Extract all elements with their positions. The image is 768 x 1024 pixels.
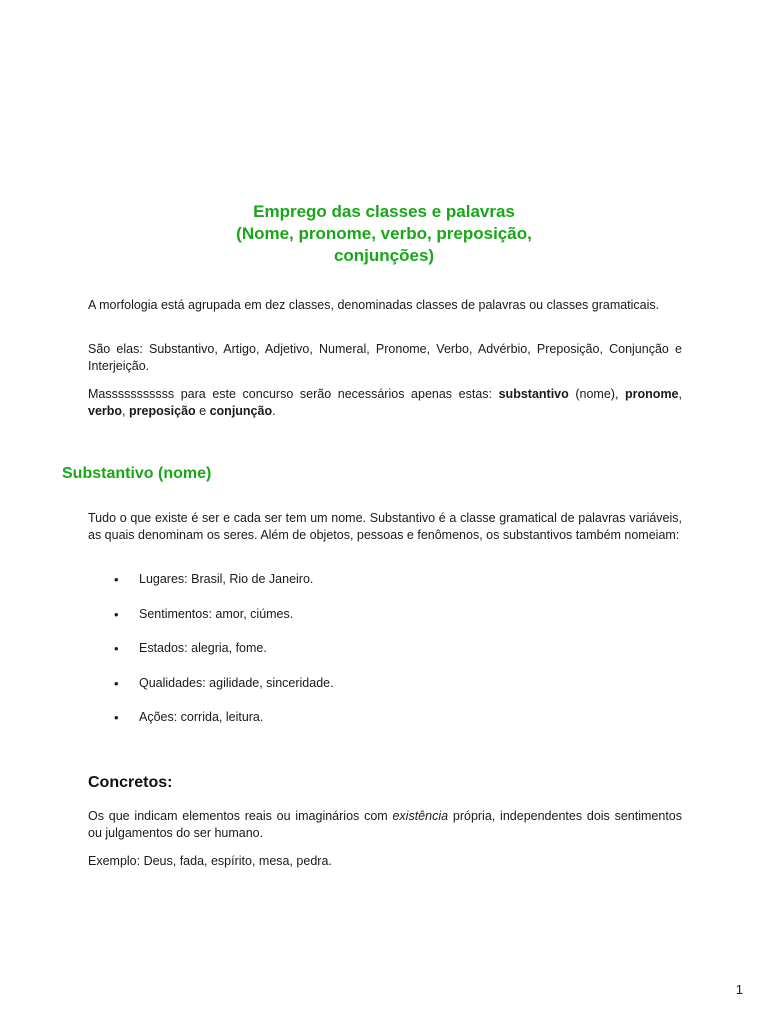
bold-substantivo: substantivo <box>498 387 569 401</box>
subheading-concretos: Concretos: <box>88 774 173 791</box>
bullet-icon: • <box>114 710 119 725</box>
concretos-description: Os que indicam elementos reais ou imaginários com existência própria, independentes dois sentimentos ou julgamentos do ser humano. <box>88 809 682 840</box>
intro-paragraph-1: A morfologia está agrupada em dez classes, denominadas classes de palavras ou classes gramaticais. <box>88 298 660 312</box>
bold-preposicao: preposição <box>129 404 196 418</box>
bullet-icon: • <box>114 641 119 656</box>
page-number: 1 <box>735 982 743 997</box>
title-line-3: conjunções) <box>333 246 435 265</box>
bullet-icon: • <box>114 606 119 622</box>
bullet-icon: • <box>114 572 119 587</box>
substantivo-list <box>88 571 648 744</box>
intro-paragraph-2: São elas: Substantivo, Artigo, Adjetivo, Numeral, Pronome, Verbo, Advérbio, Preposição, Conjunção e Interjeição. <box>88 342 682 373</box>
title-line-2: (Nome, pronome, verbo, preposição, <box>236 224 532 243</box>
bold-conjuncao: conjunção <box>209 404 273 418</box>
italic-existencia: existência <box>392 809 449 823</box>
document-title <box>0 201 768 267</box>
list-item: • Sentimentos: amor, ciúmes. <box>114 606 294 622</box>
bullet-icon: • <box>114 675 119 691</box>
substantivo-description: Tudo o que existe é ser e cada ser tem um nome. Substantivo é a classe gramatical de palavras variáveis, as quais denominam os seres. Além de objetos, pessoas e fenômenos, os substantivos também nomeiam: <box>88 511 682 542</box>
list-item: • Estados: alegria, fome. <box>114 641 267 656</box>
list-item: • Qualidades: agilidade, sinceridade. <box>114 675 334 691</box>
bold-verbo: verbo <box>88 404 123 418</box>
bold-pronome: pronome <box>625 387 679 401</box>
concretos-example: Exemplo: Deus, fada, espírito, mesa, pedra. <box>88 854 332 868</box>
list-item: • Ações: corrida, leitura. <box>114 710 264 725</box>
section-heading-substantivo: Substantivo (nome) <box>62 465 212 482</box>
title-line-1: Emprego das classes e palavras <box>253 202 515 221</box>
list-item: • Lugares: Brasil, Rio de Janeiro. <box>114 572 314 587</box>
intro-paragraph-3: Masssssssssss para este concurso serão necessários apenas estas: substantivo (nome), pronome, verbo, preposição e conjunção. <box>88 387 682 418</box>
